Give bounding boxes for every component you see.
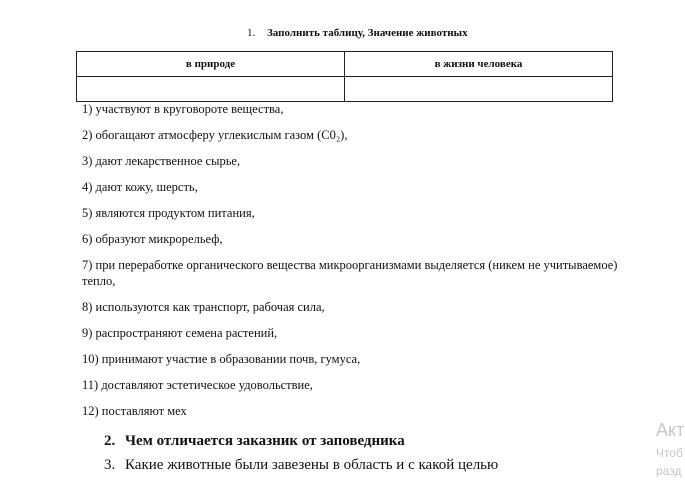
animal-value-list [82, 101, 622, 419]
activation-watermark-line-2: Чтоб [656, 446, 683, 460]
question-2 [104, 433, 405, 450]
list-item: 2) обогащают атмосферу углекислым газом (С0₂), [82, 128, 348, 142]
task-1-title: Заполнить таблицу, Значение животных [267, 27, 468, 39]
list-item: 10) принимают участие в образовании почв, гумуса, [82, 352, 361, 366]
list-item: 3) дают лекарственное сырье, [82, 154, 241, 168]
list-item: 4) дают кожу, шерсть, [82, 180, 198, 194]
question-3-number: 3. [104, 457, 116, 473]
question-3-text: Какие животные были завезены в область и с какой целью [125, 457, 499, 473]
cell-in-nature[interactable] [77, 77, 345, 102]
table-empty-row [77, 77, 613, 102]
activation-watermark-line-1: Акт [656, 420, 685, 440]
activation-watermark-line-3: разд [656, 464, 682, 478]
list-item: 1) участвуют в круговороте вещества, [82, 102, 284, 116]
cell-in-human-life[interactable] [345, 77, 613, 102]
task-1-heading [247, 27, 468, 39]
animals-value-table [76, 51, 613, 102]
list-item: 8) используются как транспорт, рабочая сила, [82, 300, 325, 314]
list-item: 5) являются продуктом питания, [82, 206, 255, 220]
list-item: 6) образуют микрорельеф, [82, 232, 223, 246]
header-in-nature: в природе [77, 52, 345, 77]
question-2-number: 2. [104, 433, 116, 449]
question-2-text: Чем отличается заказник от заповедника [125, 433, 405, 449]
table-header-row [77, 52, 613, 77]
task-1-number: 1. [247, 27, 256, 39]
header-in-human-life: в жизни человека [345, 52, 613, 77]
list-item: 7) при переработке органического вещества микроорганизмами выделяется (никем не учитываемое) тепло, [82, 258, 618, 288]
list-item: 11) доставляют эстетическое удовольствие, [82, 378, 313, 392]
question-3 [104, 457, 498, 474]
list-item: 9) распространяют семена растений, [82, 326, 278, 340]
list-item: 12) поставляют мех [82, 404, 187, 418]
